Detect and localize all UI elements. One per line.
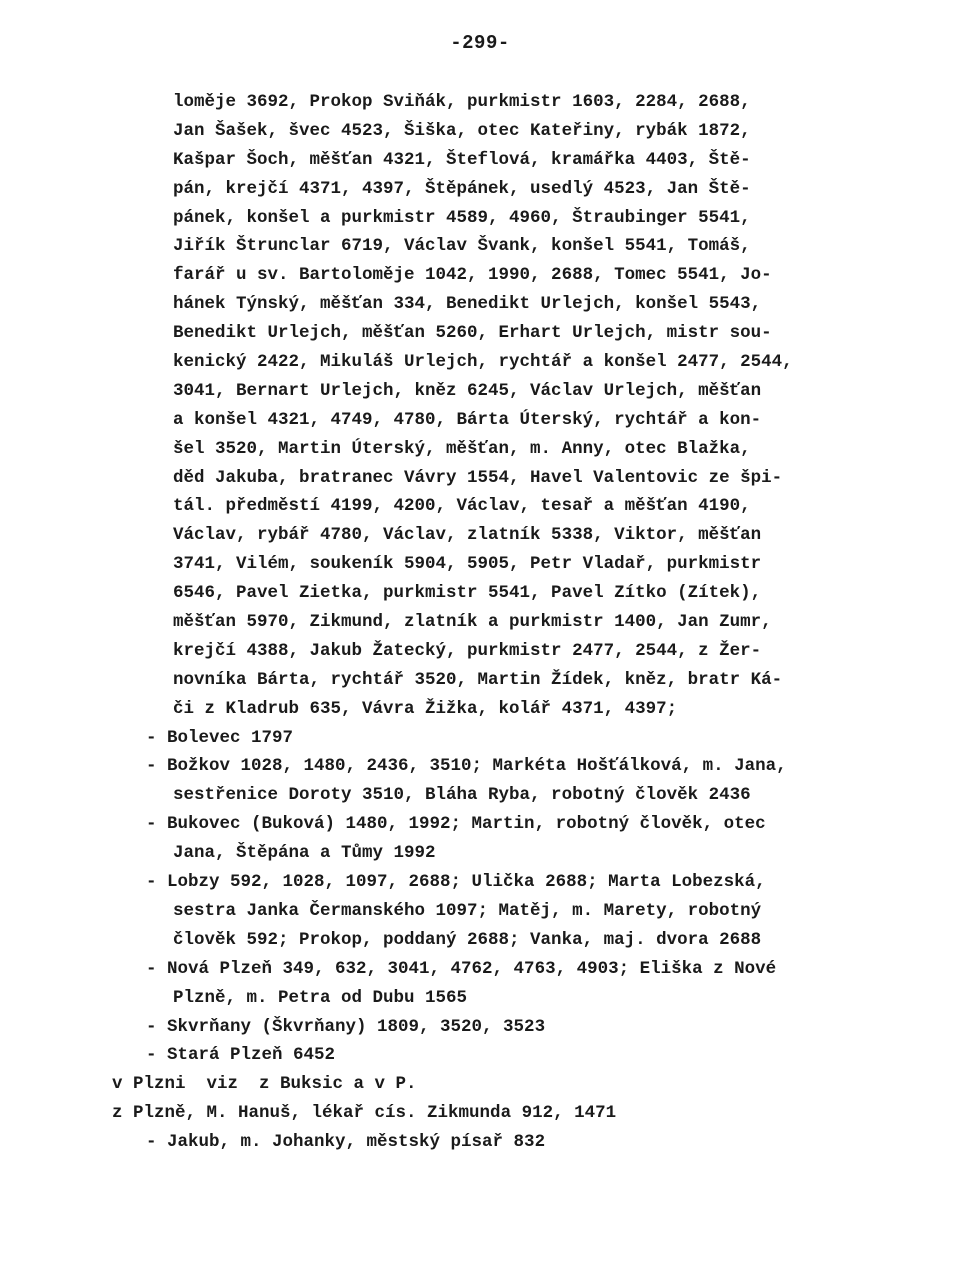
text-line: 3741, Vilém, soukeník 5904, 5905, Petr Vladař, purkmistr: [173, 554, 762, 575]
text-line: děd Jakuba, bratranec Vávry 1554, Havel Valentovic ze špi-: [173, 467, 783, 488]
text-line: krejčí 4388, Jakub Žatecký, purkmistr 2477, 2544, z Žer-: [173, 640, 762, 661]
text-line: - Jakub, m. Johanky, městský písař 832: [146, 1132, 546, 1153]
text-line: - Skvrňany (Škvrňany) 1809, 3520, 3523: [146, 1016, 546, 1037]
text-line: farář u sv. Bartoloměje 1042, 1990, 2688, Tomec 5541, Jo-: [173, 265, 772, 286]
text-line: hánek Týnský, měšťan 334, Benedikt Urlejch, konšel 5543,: [173, 294, 762, 315]
text-line: či z Kladrub 635, Vávra Žižka, kolář 4371, 4397;: [173, 698, 678, 719]
text-line: kenický 2422, Mikuláš Urlejch, rychtář a konšel 2477, 2544,: [173, 352, 793, 373]
text-line: novníka Bárta, rychtář 3520, Martin Žídek, kněz, bratr Ká-: [173, 669, 783, 690]
text-line: Kašpar Šoch, měšťan 4321, Šteflová, kramářka 4403, Ště-: [173, 149, 751, 170]
text-line: Jiřík Štrunclar 6719, Václav Švank, konšel 5541, Tomáš,: [173, 236, 751, 257]
text-line: člověk 592; Prokop, poddaný 2688; Vanka, maj. dvora 2688: [173, 929, 762, 950]
page-number: -299-: [450, 32, 510, 54]
text-line: pánek, konšel a purkmistr 4589, 4960, Štraubinger 5541,: [173, 207, 751, 228]
text-line: - Bolevec 1797: [146, 727, 294, 748]
index-text-block: [0, 88, 960, 1157]
text-line: - Lobzy 592, 1028, 1097, 2688; Ulička 2688; Marta Lobezská,: [146, 872, 766, 893]
text-line: Benedikt Urlejch, měšťan 5260, Erhart Urlejch, mistr sou-: [173, 323, 772, 344]
text-line: pán, krejčí 4371, 4397, Štěpánek, usedlý 4523, Jan Ště-: [173, 178, 751, 199]
text-line: 3041, Bernart Urlejch, kněz 6245, Václav Urlejch, měšťan: [173, 380, 762, 401]
text-line: 6546, Pavel Zietka, purkmistr 5541, Pavel Zítko (Zítek),: [173, 583, 762, 604]
text-line: loměje 3692, Prokop Sviňák, purkmistr 1603, 2284, 2688,: [173, 92, 751, 112]
text-line: měšťan 5970, Zikmund, zlatník a purkmistr 1400, Jan Zumr,: [173, 612, 772, 633]
text-line: z Plzně, M. Hanuš, lékař cís. Zikmunda 912, 1471: [112, 1103, 617, 1124]
text-line: - Nová Plzeň 349, 632, 3041, 4762, 4763, 4903; Eliška z Nové: [146, 958, 777, 979]
text-line: v Plzni viz z Buksic a v P.: [112, 1074, 417, 1095]
text-line: Jana, Štěpána a Tůmy 1992: [173, 843, 436, 864]
text-line: šel 3520, Martin Úterský, měšťan, m. Anny, otec Blažka,: [173, 438, 751, 459]
text-line: - Bukovec (Buková) 1480, 1992; Martin, robotný člověk, otec: [146, 814, 766, 835]
text-line: Plzně, m. Petra od Dubu 1565: [173, 987, 468, 1008]
text-line: sestra Janka Čermanského 1097; Matěj, m. Marety, robotný: [173, 900, 762, 921]
text-line: - Stará Plzeň 6452: [146, 1045, 336, 1066]
text-line: tál. předměstí 4199, 4200, Václav, tesař a měšťan 4190,: [173, 496, 751, 517]
text-line: Václav, rybář 4780, Václav, zlatník 5338, Viktor, měšťan: [173, 525, 762, 546]
text-line: - Božkov 1028, 1480, 2436, 3510; Markéta Hošťálková, m. Jana,: [146, 756, 787, 777]
text-line: a konšel 4321, 4749, 4780, Bárta Úterský, rychtář a kon-: [173, 409, 762, 430]
text-line: Jan Šašek, švec 4523, Šiška, otec Kateřiny, rybák 1872,: [173, 120, 751, 141]
text-line: sestřenice Doroty 3510, Bláha Ryba, robotný člověk 2436: [173, 785, 751, 806]
